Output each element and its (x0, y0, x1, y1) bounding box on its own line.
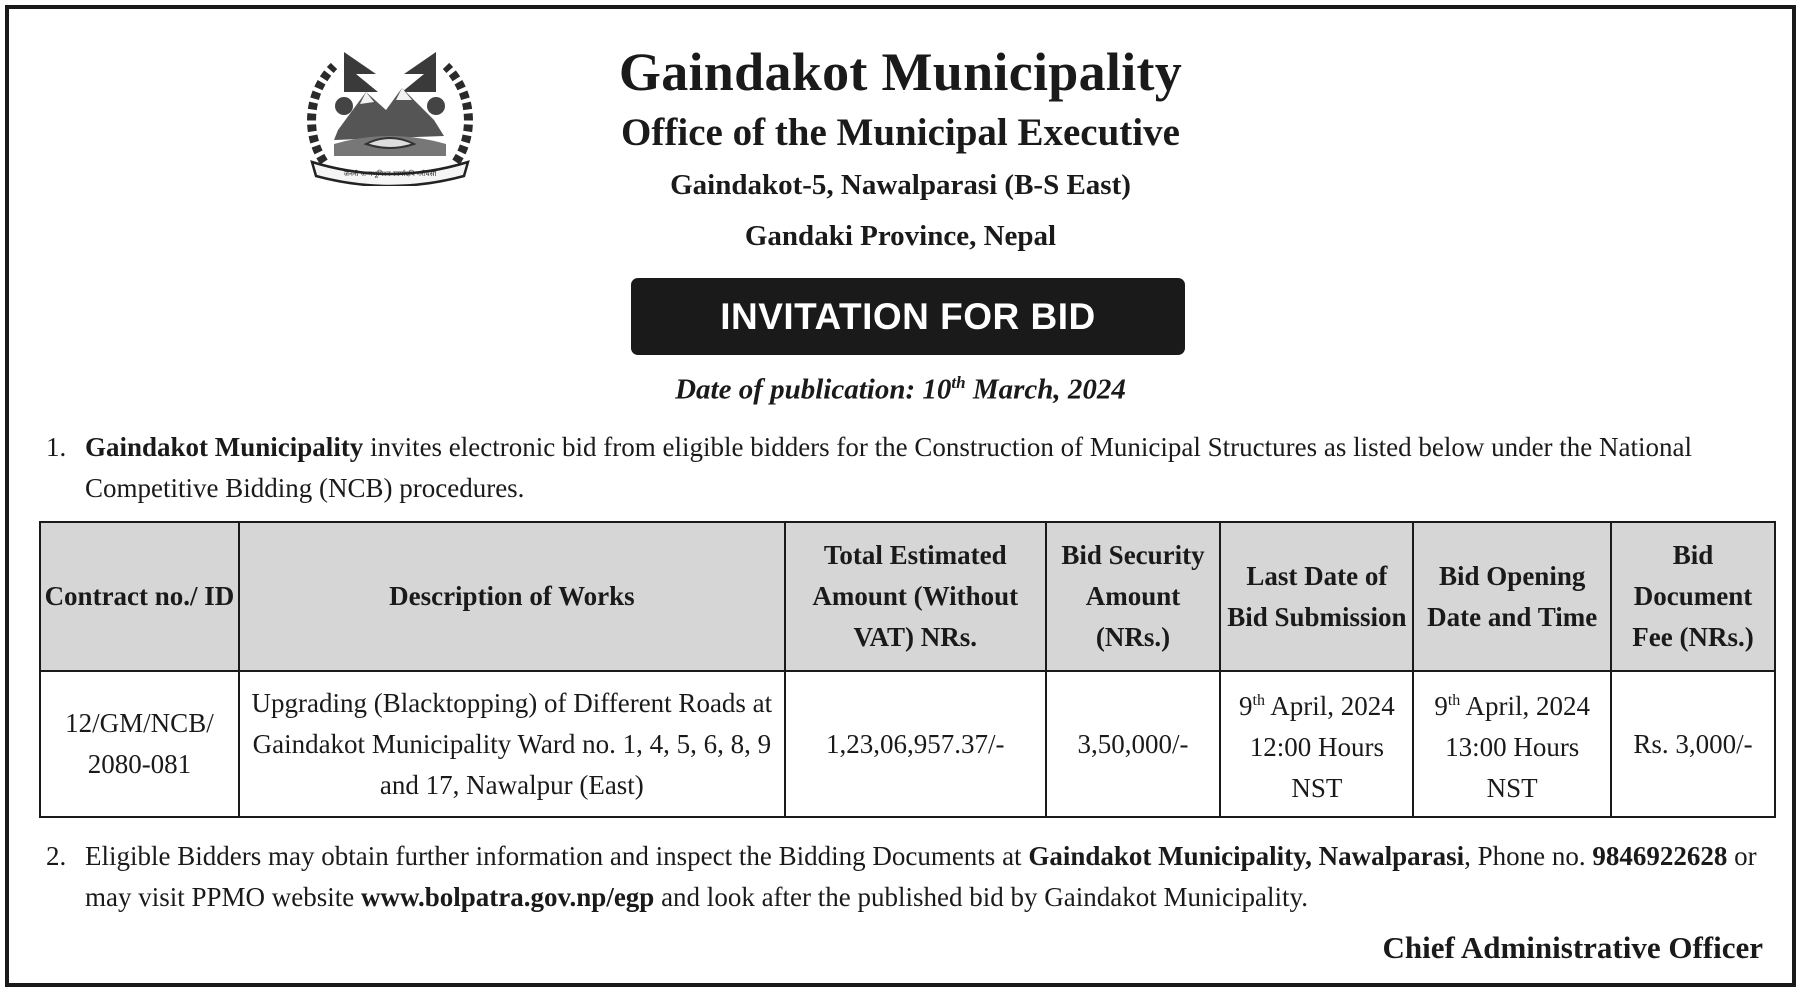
office-title: Office of the Municipal Executive (621, 111, 1180, 154)
header-description: Description of Works (239, 522, 785, 671)
header-last-date: Last Date of Bid Submission (1220, 522, 1413, 671)
header-estimate: Total Estimated Amount (Without VAT) NRs. (785, 522, 1046, 671)
province-line: Gandaki Province, Nepal (744, 220, 1057, 252)
paragraph-1: 1. Gaindakot Municipality invites electronic bid from eligible bidders for the Construction of Municipal Structures as listed below under the National Competitive Bidding (NCB) procedures. (46, 432, 1692, 503)
header-contract: Contract no./ ID (40, 522, 239, 671)
publication-date: Date of publication: 10th March, 2024 (675, 373, 1126, 406)
table-header-row (40, 522, 1775, 671)
table-row (40, 671, 1775, 817)
bid-table (39, 521, 1776, 818)
signature: Chief Administrative Officer (1382, 930, 1763, 965)
address-line: Gaindakot-5, Nawalparasi (B-S East) (670, 169, 1131, 201)
cell-opening: 9th April, 2024 13:00 Hours NST (1413, 671, 1611, 817)
municipality-title: Gaindakot Municipality (618, 42, 1183, 102)
cell-security: 3,50,000/- (1046, 671, 1221, 817)
svg-text:जननी जन्मभूमिश्च स्वर्गादपि गर: जननी जन्मभूमिश्च स्वर्गादपि गरीयसी (343, 170, 437, 178)
paragraph-2: 2. Eligible Bidders may obtain further information and inspect the Bidding Documents at Gaindakot Municipality, Nawalparasi, Phone no. 9846922628 or may visit PPMO website www.bolpatra.gov.np/egp and look after the published bid by Gaindakot Municipality. (46, 841, 1757, 912)
header-opening: Bid Opening Date and Time (1413, 522, 1611, 671)
cell-contract: 12/GM/NCB/ 2080-081 (40, 671, 239, 817)
invitation-banner: INVITATION FOR BID (631, 278, 1185, 355)
header-security: Bid Security Amount (NRs.) (1046, 522, 1221, 671)
cell-description: Upgrading (Blacktopping) of Different Roads at Gaindakot Municipality Ward no. 1, 4, 5, 6, 8, 9 and 17, Nawalpur (East) (239, 671, 785, 817)
cell-fee: Rs. 3,000/- (1611, 671, 1775, 817)
header-fee: Bid Document Fee (NRs.) (1611, 522, 1775, 671)
notice-frame (5, 5, 1796, 987)
cell-last-date: 9th April, 2024 12:00 Hours NST (1220, 671, 1413, 817)
cell-estimate: 1,23,06,957.37/- (785, 671, 1046, 817)
